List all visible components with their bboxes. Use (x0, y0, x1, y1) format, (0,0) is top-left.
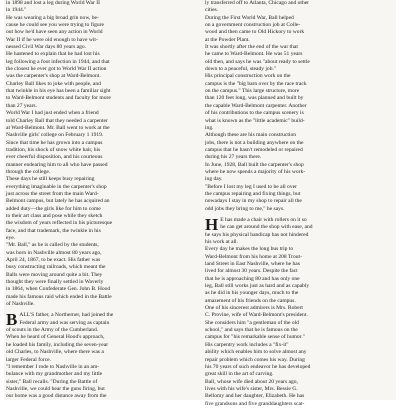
text-line: Every day he makes the long bus trip to (205, 246, 294, 253)
text-line: the wisdom of years reflected in his picturesque (6, 220, 113, 227)
text-line: at Ward-Belmont. Mr. Ball went to work at the (6, 124, 110, 131)
text-line: In June, 1928, Ball built the carpenter's shop (205, 161, 304, 168)
text-line: our home was a good distance away from the (6, 393, 107, 400)
text-line: of his contributions to the campus scenery is (205, 110, 304, 117)
text-line: great skill in the art of carving. (205, 371, 274, 378)
text-line: the campus repairing and fixing things, but (205, 190, 301, 197)
text-line: His principal construction work on the (205, 73, 291, 80)
text-line: Nashville girls' college on February 1 1919. (6, 132, 104, 139)
text-line: Belmont campus, but lately he has acquired an (6, 198, 110, 205)
text-line: in 1864, when Confederate Gen. John B. Hood (6, 286, 111, 293)
text-line: leg following a foot infection in 1944, and that (6, 58, 110, 65)
text-line: in 1944." (6, 7, 27, 14)
text-line: old Charles, to Nashville, where there was a (6, 349, 104, 356)
text-line: Nashville, we could hear the guns firing, but (6, 385, 105, 392)
text-line: amazement of his friends on the campus. (205, 297, 296, 304)
text-line: Charley Ball likes to joke with people, and (6, 80, 101, 87)
text-line: ALL'S father, a Northerner, had joined the (19, 312, 114, 319)
text-line: Ball, whose wife died about 20 years ago, (205, 378, 298, 385)
text-line: than 120 feet long, was planned and built by (205, 95, 304, 102)
text-line: where he now spends a majority of his work- (205, 168, 306, 175)
text-line: cities. (205, 7, 219, 14)
text-line: C. Provine, wife of Ward-Belmont's president. (205, 312, 308, 319)
text-line: that twinkle in his eye has been a familiar sight (6, 88, 111, 95)
text-line: what is known as the "little academic" build- (205, 117, 305, 124)
text-line: wood and then came to Old Hickory to work (205, 29, 305, 36)
text-line: to Ward-Belmont students and faculty for more (6, 95, 111, 102)
text-line: to their art class and pose while they sketch (6, 212, 103, 219)
text-line: bulance with my grandmother and my little (6, 371, 103, 378)
text-line: thought they were finally settled in Waverly (6, 279, 104, 286)
paragraph (6, 0, 193, 308)
text-line: face, and that trademark, the twinkle in his (6, 227, 101, 234)
text-line: of scouts in the Army of the Cumberland. (6, 327, 99, 334)
text-line: World War I had just ended when a friend (6, 110, 99, 117)
text-line: the capable Ward-Belmont carpenter. Another (205, 102, 307, 109)
text-line: ly transferred off to Atlanta, Chicago and other (205, 0, 310, 6)
text-line: his work at all. (205, 239, 238, 245)
text-line: campus is the "big barn over by the race track (205, 80, 307, 87)
text-line: down to a peaceful, steady job." (205, 66, 277, 73)
dropcap-paragraph (205, 214, 392, 408)
text-line: Although these are his main construction (205, 132, 297, 139)
text-line: lived for almost 30 years. Despite the fact (205, 268, 298, 275)
text-line: ability which enables him to solve almost any (205, 349, 307, 356)
text-line: sister," Ball recalls. "During the Battle of (6, 378, 98, 385)
text-line: he says his physical handicap has not hindered (205, 231, 309, 238)
newspaper-page (4, 0, 396, 407)
text-line: campus for "his remarkable sense of humor." (205, 334, 305, 341)
text-line: Ward-Belmont from his home at 208 Trout- (205, 253, 302, 260)
text-line: He hastened to explain that he had lost his (6, 51, 100, 58)
text-line: on the campus." This large structure, more (205, 88, 300, 95)
text-line: eye. (6, 235, 16, 241)
text-line: he came to Ward-Belmont. He was 51 years (205, 51, 303, 58)
text-line: These days he still keeps busy repairing (6, 176, 95, 183)
text-line: school," and says that he is famous on the (205, 327, 298, 334)
text-line: as he did in his younger days, much to the (205, 290, 299, 297)
text-line: larger Federal force. (6, 356, 52, 363)
text-line: told Charley Ball that they needed a carpenter (6, 117, 108, 124)
text-line: old then, and says he was "about ready to settle (205, 58, 310, 65)
text-line: During the First World War, Ball helped (205, 14, 294, 21)
text-line: was born in Nashville almost 80 years ago, (6, 249, 102, 256)
text-line: Federal army and was serving as captain (19, 319, 110, 326)
text-line: repair problem which comes his way. During (205, 356, 305, 363)
text-line: Balls were moving around quite a bit. They (6, 271, 103, 278)
text-line: It was shortly after the end of the war that (205, 44, 298, 51)
text-line: through the college. (6, 168, 51, 175)
text-line: he can get around the shop with ease, and (220, 224, 313, 231)
text-line: he loaded his family, including the seven-year (6, 341, 109, 348)
text-line: out how he'd have seen any action in World (6, 29, 103, 36)
text-line: ever cheerful disposition, and his courteous (6, 154, 103, 161)
text-line: added duty—the girls like for him to come (6, 205, 101, 212)
text-line: nessed Civil War days 80 years ago. (6, 44, 87, 51)
text-line: five grandsons and five granddaughters scat- (205, 400, 305, 407)
text-line: He was wearing a big broad grin now, be- (6, 14, 99, 21)
text-line: His carpentry work includes a "fix-it" (205, 341, 289, 348)
text-line: that he is approaching 80 and has only one (205, 275, 300, 282)
text-line: made his famous raid which ended in the Battle (6, 293, 112, 300)
text-line: campus that he hasn't remodeled or repaired (205, 146, 303, 153)
text-line: E has made a chair with rollers on it so (220, 216, 307, 223)
text-line: everything imaginable in the carpenter's shop (6, 183, 107, 190)
text-line: was the carpenter's shop at Ward-Belmont. (6, 73, 101, 80)
text-line: of Nashville. (6, 301, 35, 308)
text-line: One of his sincerest admirers is Mrs. Robert (205, 305, 303, 312)
text-line: tradition, his shock of snow white hair, his (6, 146, 101, 153)
text-line: land Street in East Nashville, where he has (205, 261, 300, 268)
text-line: in 1898 and lost a leg during World War II (6, 0, 100, 6)
drop-cap: H (205, 214, 219, 234)
text-line: lives with his wife's sister, Mrs. Bessie G. (205, 385, 298, 392)
text-line: "Before I lost my leg I used to be all over (205, 183, 297, 190)
text-line: than 27 years. (6, 102, 37, 109)
text-line: She considers him "a gentleman of the old (205, 319, 299, 326)
text-line: When he heard of General Hood's approach, (6, 334, 105, 341)
text-line: ing. (205, 124, 214, 131)
text-line: cause he could see you were trying to figure (6, 22, 104, 29)
text-line: busy constructing railroads, which meant the (6, 264, 106, 271)
drop-cap: B (6, 310, 18, 330)
text-line: War II if he were old enough to have wit- (6, 36, 98, 43)
left-column (6, 0, 193, 401)
text-line: "I remember I rode to Nashville in an am- (6, 363, 100, 370)
text-line: Since that time he has grown into a campus (6, 139, 103, 146)
text-line: nowadays I stay in my shop to repair all the (205, 198, 302, 205)
text-line: his 70 years of such endeavor he has developed (205, 363, 311, 370)
right-column (205, 0, 392, 408)
paragraph (205, 0, 392, 213)
text-line: at the Powder Plant. (205, 36, 250, 43)
dropcap-paragraph (6, 312, 193, 400)
text-line: on a government construction job at Colle- (205, 22, 301, 29)
text-line: odd jobs they bring to me," he says. (205, 205, 285, 212)
text-line: ing day. (205, 176, 223, 183)
text-line: manner endearing him to all who have passed (6, 161, 108, 168)
text-line: jobs, there is not a building anywhere on the (205, 139, 304, 146)
text-line: "Mr. Ball," as he is called by the students, (6, 242, 99, 249)
text-line: Bellomy and her daughter, Elizabeth. He has (205, 393, 305, 400)
text-line: the closest he ever got to World War II action (6, 66, 107, 73)
text-line: just across the street from the main Ward- (6, 190, 99, 197)
text-line: April 24, 1867, to be exact. His father was (6, 257, 101, 264)
text-line: during his 27 years there. (205, 154, 262, 161)
text-line: leg, Ball still works just as hard and as capably (205, 283, 310, 290)
